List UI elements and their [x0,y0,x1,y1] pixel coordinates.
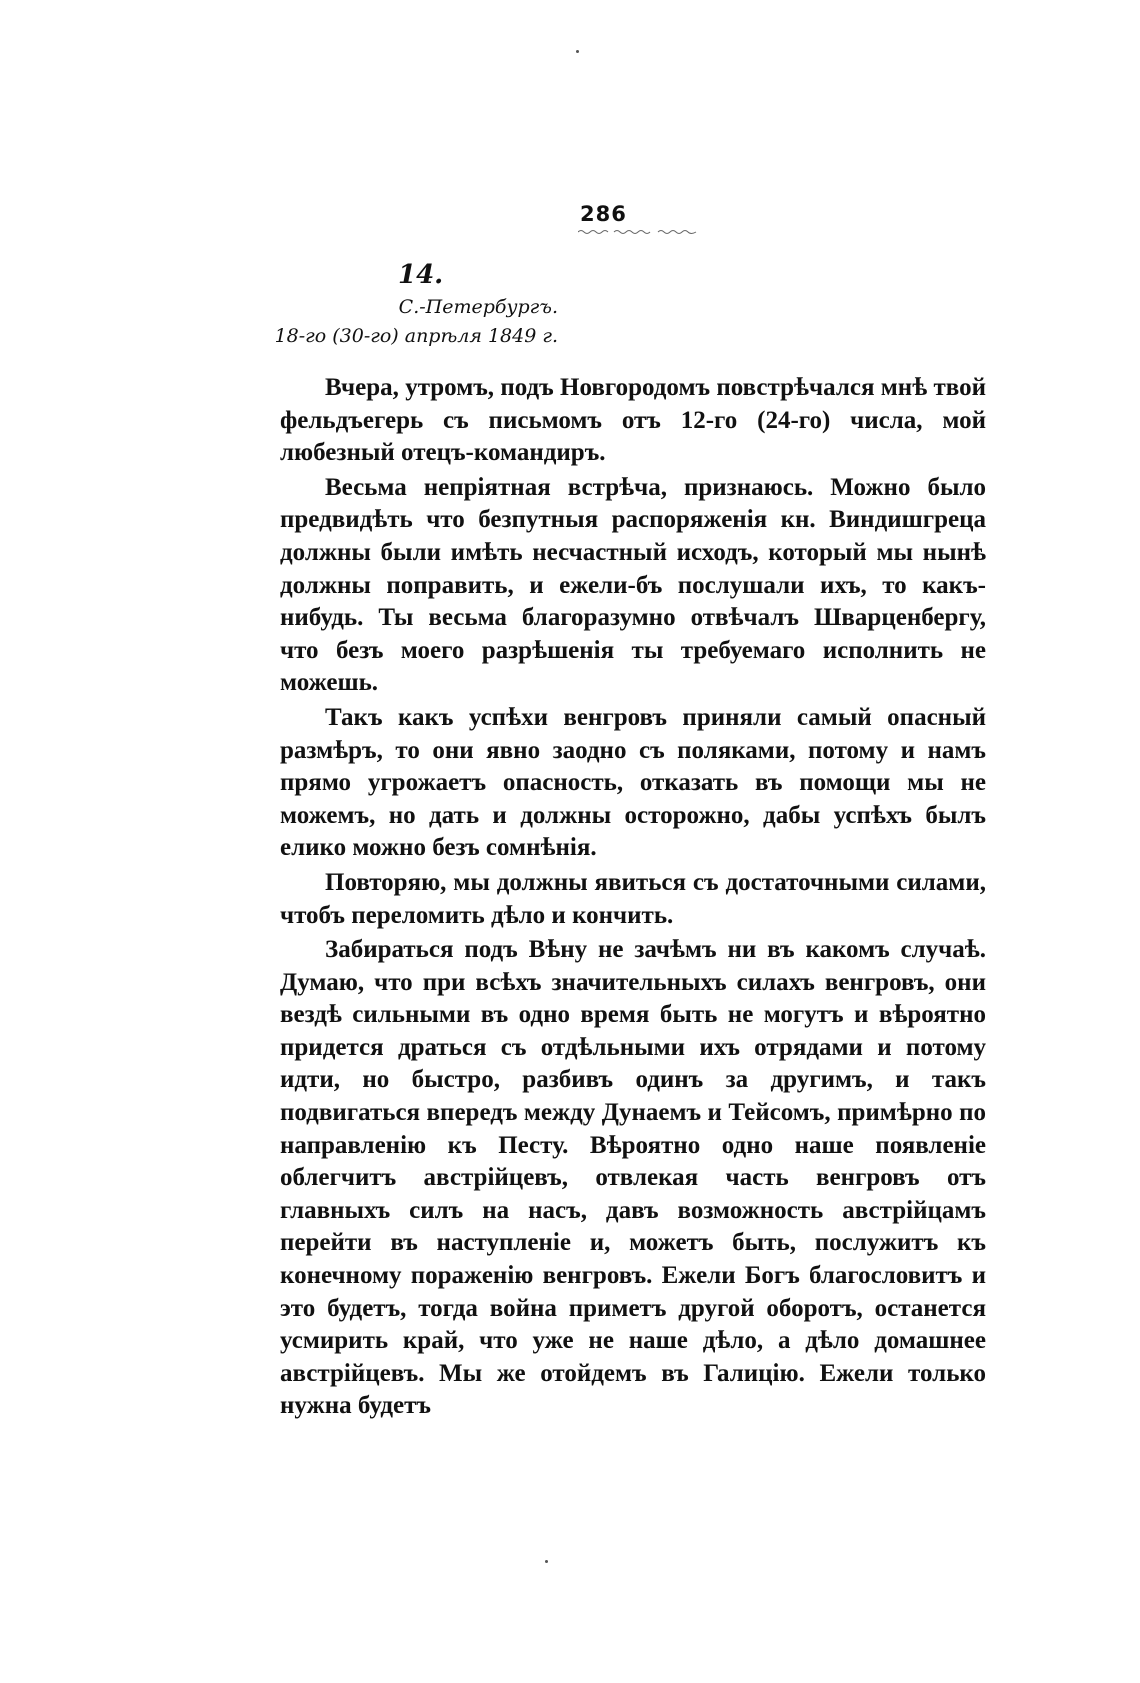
paragraph: Забираться подъ Вѣну не зачѣмъ ни въ какомъ случаѣ. Думаю, что при всѣхъ значительныхъ силахъ венгровъ, они вездѣ сильными въ одно время быть не могутъ и вѣроятно придется драться съ отдѣльными ихъ отрядами и потому идти, но быстро, разбивъ одинъ за другимъ, и такъ подвигаться впередъ между Дунаемъ и Тейсомъ, примѣрно по направленію къ Песту. Вѣроятно одно наше появленіе облегчитъ австрійцевъ, отвлекая часть венгровъ отъ главныхъ силъ на насъ, давъ возможность австрійцамъ перейти въ наступленіе и, можетъ быть, послужитъ къ конечному пораженію венгровъ. Ежели Богъ благословитъ и это будетъ, тогда война приметъ другой оборотъ, останется усмирить край, что уже не наше дѣло, а дѣло домашнее австрійцевъ. Мы же отойдемъ въ Галицію. Ежели только нужна будетъ [280,936,986,1420]
paragraph: Весьма непріятная встрѣча, признаюсь. Можно было предвидѣть что безпутныя распоряженія кн. Виндишгреца должны были имѣть несчастный исходъ, который мы нынѣ должны поправить, и ежели-бъ послушали ихъ, то какъ-нибудь. Ты весьма благоразумно отвѣчалъ Шварценбергу, что безъ моего разрѣшенія ты требуемаго исполнить не можешь. [280,473,986,697]
letter-number: 14. [398,260,444,290]
letter-place: С.-Петербургъ. [398,296,558,318]
letter-body [280,372,986,1423]
paragraph: Такъ какъ успѣхи венгровъ приняли самый опасный размѣръ, то они явно заодно съ поляками, потому и намъ прямо угрожаетъ опасность, отказать въ помощи мы не можемъ, но дать и должны осторожно, дабы успѣхъ былъ елико можно безъ сомнѣнія. [280,703,986,862]
paragraph: Повторяю, мы должны явиться съ достаточными силами, чтобъ переломить дѣло и кончить. [280,868,986,929]
scan-speck [576,50,579,53]
paragraph: Вчера, утромъ, подъ Новгородомъ повстрѣчался мнѣ твой фельдъегерь съ письмомъ отъ 12-го (24-го) числа, мой любезный отецъ-командиръ. [280,374,986,467]
page-number-ornament [578,228,698,236]
scan-speck [545,1560,548,1563]
letter-date: 18-го (30-го) апрѣля 1849 г. [274,325,558,347]
page-number: 286 [580,202,627,226]
